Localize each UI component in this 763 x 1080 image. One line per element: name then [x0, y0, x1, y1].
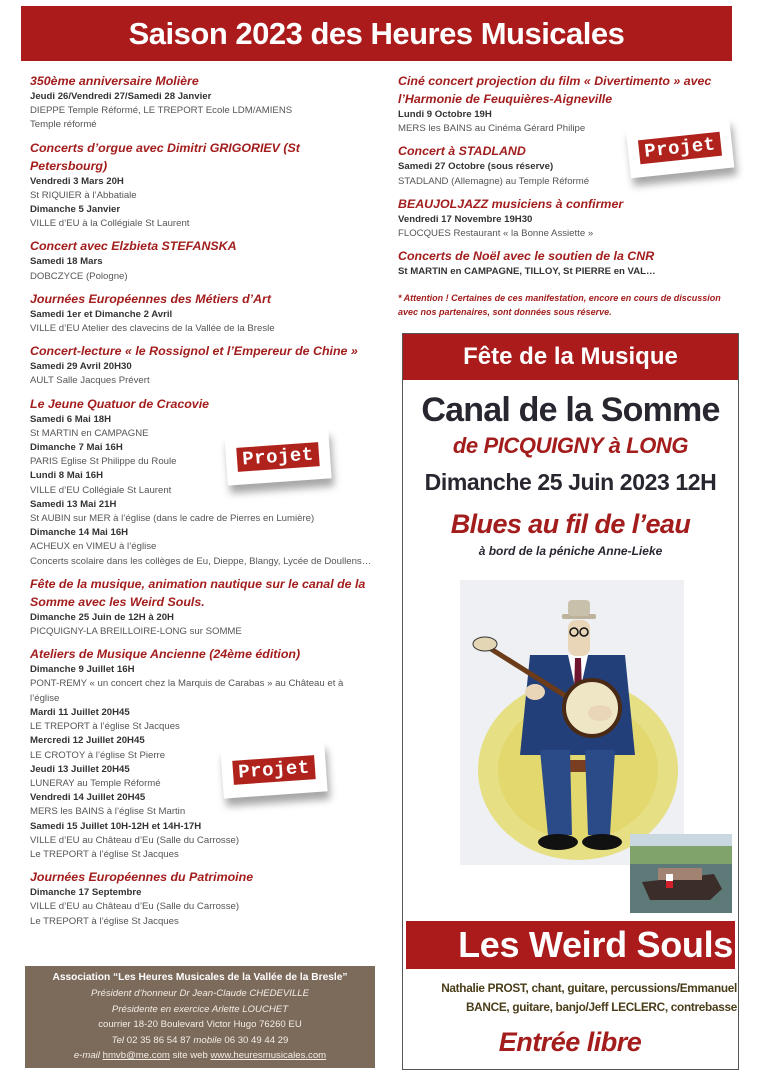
event-block: [398, 195, 733, 241]
event-place: St RIQUIER à l’Abbatiale: [30, 189, 137, 201]
members-line: Nathalie PROST, chant, guitare, percussions/Emmanuel: [441, 981, 737, 995]
event-place: DOBCZYCE (Pologne): [30, 270, 128, 282]
event-title: 350ème anniversaire Molière: [30, 74, 199, 88]
event-block: [30, 575, 375, 639]
event-date: Samedi 6 Mai 18H: [30, 413, 112, 425]
event-place: St AUBIN sur MER à l’église (dans le cadre de Pierres en Lumière): [30, 513, 315, 525]
event-date: Jeudi 13 Juillet 20H45: [30, 763, 130, 775]
event-place: PONT-REMY « un concert chez la Marquis de Carabas » au Château et à l’église: [30, 678, 344, 704]
event-date: Vendredi 17 Novembre 19H30: [398, 213, 533, 225]
peniche-photo: [630, 834, 732, 913]
event-block: [30, 342, 375, 388]
projet-label: Projet: [237, 442, 320, 472]
left-event-column: [30, 72, 375, 935]
event-place: Temple réformé: [30, 119, 97, 131]
event-date: Vendredi 3 Mars 20H: [30, 175, 124, 187]
event-place: ACHEUX en VIMEU à l’église: [30, 541, 157, 553]
tel-number: 02 35 86 54 87: [124, 1034, 194, 1046]
event-date: Samedi 1er et Dimanche 2 Avril: [30, 308, 173, 320]
event-date: Samedi 27 Octobre (sous réserve): [398, 161, 554, 173]
event-date: Mardi 11 Juillet 20H45: [30, 706, 130, 718]
entree-libre: Entrée libre: [498, 1027, 642, 1057]
reservation-note: * Attention ! Certaines de ces manifestation, encore en cours de discussion avec nos partenaires, sont données sous réserve.: [398, 293, 721, 318]
band-members: [403, 979, 737, 1017]
email-link[interactable]: hmvb@me.com: [102, 1050, 170, 1061]
event-place: STADLAND (Allemagne) au Temple Réformé: [398, 175, 590, 187]
poster-header: Fête de la Musique: [403, 334, 738, 380]
event-title: Concert avec Elzbieta STEFANSKA: [30, 239, 237, 254]
event-place: MERS les BAINS à l’église St Martin: [30, 806, 186, 818]
event-date: Samedi 18 Mars: [30, 256, 103, 268]
event-place: VILLE d’EU Collégiale St Laurent: [30, 484, 172, 496]
website-link[interactable]: www.heuresmusicales.com: [210, 1050, 327, 1061]
members-line: BANCE, guitare, banjo/Jeff LECLERC, contrebasse: [465, 1000, 737, 1014]
event-place: Concerts scolaire dans les collèges de Eu, Dieppe, Blangy, Lycée de Doullens…: [30, 555, 372, 567]
event-place: VILLE d’EU Atelier des clavecins de la Vallée de la Bresle: [30, 323, 275, 335]
event-place: FLOCQUES Restaurant « la Bonne Assiette »: [398, 228, 594, 240]
event-date: Vendredi 14 Juillet 20H45: [30, 792, 146, 804]
event-place: VILLE d’EU au Château d’Eu (Salle du Carrosse): [30, 834, 240, 846]
event-place: LUNERAY au Temple Réformé: [30, 777, 161, 789]
banjo-player-illustration: [460, 580, 684, 865]
event-title: Concerts d’orgue avec Dimitri GRIGORIEV (St Petersbourg): [30, 140, 300, 173]
honorary-president: Président d’honneur Dr Jean-Claude CHEDEVILLE: [90, 988, 310, 999]
tel-label: Tel: [111, 1034, 125, 1046]
poster-peniche: à bord de la péniche Anne-Lieke: [478, 544, 663, 558]
projet-sticker: [220, 741, 327, 798]
mobile-label: mobile: [193, 1034, 222, 1046]
event-date: St MARTIN en CAMPAGNE, TILLOY, St PIERRE en VAL…: [398, 266, 656, 278]
right-event-column: [398, 72, 733, 319]
poster-canal: Canal de la Somme: [421, 391, 720, 429]
event-title: Fête de la musique, animation nautique sur le canal de la Somme avec les Weird Souls.: [30, 576, 366, 609]
banjo-player-drawing: [460, 580, 684, 865]
event-place: LE TREPORT à l’église St Jacques: [30, 721, 180, 733]
event-block: [30, 868, 375, 929]
event-block: [30, 290, 375, 336]
band-name-banner: Les Weird Souls: [406, 921, 735, 969]
event-place: St MARTIN en CAMPAGNE: [30, 427, 149, 439]
event-title: Le Jeune Quatuor de Cracovie: [30, 396, 210, 411]
postal-address: courrier 18-20 Boulevard Victor Hugo 76260 EU: [98, 1019, 302, 1030]
contact-line: [25, 1048, 375, 1064]
event-place: MERS les BAINS au Cinéma Gérard Philipe: [398, 123, 586, 135]
event-date: Dimanche 25 Juin de 12H à 20H: [30, 611, 174, 623]
association-footer: [25, 966, 375, 1068]
event-place: Le TREPORT à l’église St Jacques: [30, 848, 179, 860]
event-block: [30, 395, 375, 569]
event-place: DIEPPE Temple Réformé, LE TREPORT Ecole LDM/AMIENS: [30, 105, 293, 117]
event-place: Le TREPORT à l’église St Jacques: [30, 915, 179, 927]
event-title: Ciné concert projection du film « Divertimento » avec l’Harmonie de Feuquières-Aigneville: [398, 74, 712, 106]
projet-sticker: [224, 428, 331, 485]
poster-date: Dimanche 25 Juin 2023 12H: [424, 469, 717, 495]
event-date: Lundi 9 Octobre 19H: [398, 109, 492, 120]
mobile-number: 06 30 49 44 29: [221, 1034, 289, 1046]
email-label: e-mail: [73, 1050, 100, 1061]
event-place: LE CROTOY à l’église St Pierre: [30, 749, 166, 761]
event-date: Lundi 8 Mai 16H: [30, 470, 104, 482]
web-label: site web: [169, 1050, 211, 1061]
event-place: VILLE d’EU à la Collégiale St Laurent: [30, 218, 190, 230]
event-title: Concerts de Noël avec le soutien de la CNR: [398, 249, 655, 264]
event-block: [30, 72, 375, 133]
event-block: [30, 139, 375, 232]
event-date: Dimanche 9 Juillet 16H: [30, 664, 135, 676]
poster-route: de PICQUIGNY à LONG: [452, 433, 689, 458]
event-date: Samedi 29 Avril 20H30: [30, 361, 132, 373]
event-date: Samedi 15 Juillet 10H-12H et 14H-17H: [30, 820, 202, 832]
event-title: Concert à STADLAND: [398, 144, 526, 159]
projet-label: Projet: [233, 755, 316, 785]
event-date: Dimanche 17 Septembre: [30, 887, 142, 899]
event-place: PARIS Eglise St Philippe du Roule: [30, 456, 177, 468]
event-title: BEAUJOLJAZZ musiciens à confirmer: [398, 196, 624, 211]
poster-blues: Blues au fil de l’eau: [450, 509, 691, 539]
fete-de-la-musique-poster: [402, 333, 739, 1070]
event-title: Ateliers de Musique Ancienne (24ème édition): [30, 647, 301, 662]
event-place: PICQUIGNY-LA BREILLOIRE-LONG sur SOMME: [30, 626, 242, 638]
event-block: [30, 237, 375, 283]
projet-label: Projet: [638, 132, 721, 164]
event-date: Dimanche 5 Janvier: [30, 204, 121, 216]
event-date: Jeudi 26/Vendredi 27/Samedi 28 Janvier: [30, 91, 212, 102]
association-name: Association “Les Heures Musicales de la Vallée de la Bresle”: [52, 972, 348, 983]
event-date: Samedi 13 Mai 21H: [30, 498, 117, 510]
event-date: Dimanche 14 Mai 16H: [30, 527, 129, 539]
event-title: Journées Européennes du Patrimoine: [30, 870, 254, 885]
acting-president: Présidente en exercice Arlette LOUCHET: [111, 1003, 289, 1015]
phone-line: [25, 1033, 375, 1049]
event-date: Dimanche 7 Mai 16H: [30, 442, 123, 454]
event-place: VILLE d’EU au Château d’Eu (Salle du Carrosse): [30, 901, 240, 913]
boat-image: [630, 834, 732, 913]
event-date: Mercredi 12 Juillet 20H45: [30, 735, 145, 747]
event-block: [398, 247, 733, 279]
page-title: Saison 2023 des Heures Musicales: [21, 6, 732, 61]
event-title: Journées Européennes des Métiers d’Art: [30, 291, 272, 306]
event-place: AULT Salle Jacques Prévert: [30, 375, 150, 387]
event-title: Concert-lecture « le Rossignol et l’Empereur de Chine »: [30, 344, 358, 359]
